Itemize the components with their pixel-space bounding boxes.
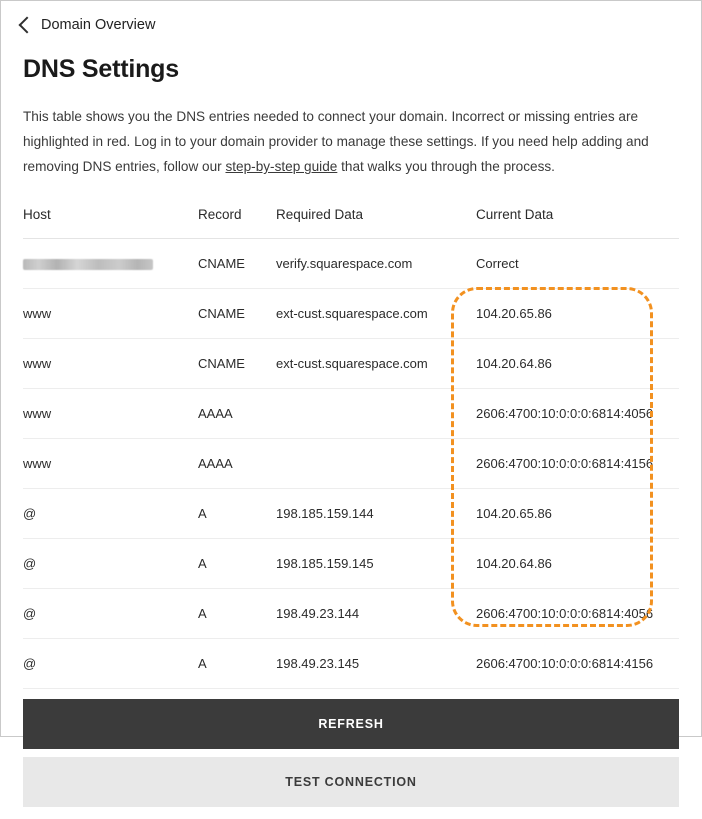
table-row	[23, 489, 679, 539]
cell-host: www	[23, 389, 198, 439]
footer-spacer	[23, 807, 679, 819]
page-title: DNS Settings	[23, 55, 179, 83]
cell-host: www	[23, 339, 198, 389]
refresh-button[interactable]: REFRESH	[23, 699, 679, 749]
cell-required-data: 198.49.23.145	[276, 639, 476, 689]
cell-record-type: A	[198, 489, 276, 539]
back-navigation[interactable]	[1, 1, 701, 43]
cell-host: @	[23, 489, 198, 539]
cell-host: @	[23, 639, 198, 689]
table-row	[23, 239, 679, 289]
cell-current-data: 2606:4700:10:0:0:0:6814:4156	[476, 439, 679, 489]
cell-current-data: 2606:4700:10:0:0:0:6814:4056	[476, 389, 679, 439]
cell-record-type: AAAA	[198, 389, 276, 439]
cell-current-data: 104.20.64.86	[476, 539, 679, 589]
table-header-row	[23, 201, 679, 239]
cell-record-type: A	[198, 639, 276, 689]
table-row	[23, 439, 679, 489]
cell-host: @	[23, 589, 198, 639]
table-row	[23, 639, 679, 689]
cell-host: www	[23, 439, 198, 489]
cell-record-type: AAAA	[198, 439, 276, 489]
cell-current-data: 104.20.65.86	[476, 489, 679, 539]
dns-records-table	[23, 201, 679, 689]
cell-record-type: CNAME	[198, 339, 276, 389]
table-row	[23, 389, 679, 439]
cell-record-type: A	[198, 539, 276, 589]
cell-current-data: 104.20.65.86	[476, 289, 679, 339]
cell-required-data: ext-cust.squarespace.com	[276, 289, 476, 339]
back-label: Domain Overview	[41, 17, 156, 33]
cell-current-data: 2606:4700:10:0:0:0:6814:4056	[476, 589, 679, 639]
column-header-record: Record	[198, 201, 276, 239]
table-body	[23, 239, 679, 689]
test-connection-button[interactable]: TEST CONNECTION	[23, 757, 679, 807]
cell-required-data: 198.185.159.144	[276, 489, 476, 539]
table-header	[23, 201, 679, 239]
cell-record-type: A	[198, 589, 276, 639]
page-content	[1, 55, 701, 819]
cell-current-data: Correct	[476, 239, 679, 289]
cell-record-type: CNAME	[198, 289, 276, 339]
column-header-current-data: Current Data	[476, 201, 679, 239]
cell-current-data: 104.20.64.86	[476, 339, 679, 389]
table-row	[23, 539, 679, 589]
column-header-required-data: Required Data	[276, 201, 476, 239]
table-row	[23, 339, 679, 389]
cell-current-data: 2606:4700:10:0:0:0:6814:4156	[476, 639, 679, 689]
cell-host	[23, 239, 198, 289]
column-header-host: Host	[23, 201, 198, 239]
table-row	[23, 289, 679, 339]
step-by-step-guide-link[interactable]: step-by-step guide	[225, 159, 338, 175]
cell-required-data: 198.49.23.144	[276, 589, 476, 639]
cell-required-data: 198.185.159.145	[276, 539, 476, 589]
table-row	[23, 589, 679, 639]
redacted-host-value	[23, 259, 153, 270]
cell-required-data: verify.squarespace.com	[276, 239, 476, 289]
intro-text-part1: This table shows you the DNS entries needed to connect your domain. Incorrect or missing entries are highlighted in red. Log in to your domain provider to manage these settings. If you need help adding and removing DNS entries, follow our	[23, 109, 649, 175]
intro-text-part2: that walks you through the process.	[337, 159, 555, 175]
cell-required-data	[276, 389, 476, 439]
chevron-left-icon	[19, 17, 36, 34]
intro-paragraph	[23, 104, 679, 179]
cell-required-data	[276, 439, 476, 489]
cell-host: www	[23, 289, 198, 339]
cell-required-data: ext-cust.squarespace.com	[276, 339, 476, 389]
cell-record-type: CNAME	[198, 239, 276, 289]
cell-host: @	[23, 539, 198, 589]
